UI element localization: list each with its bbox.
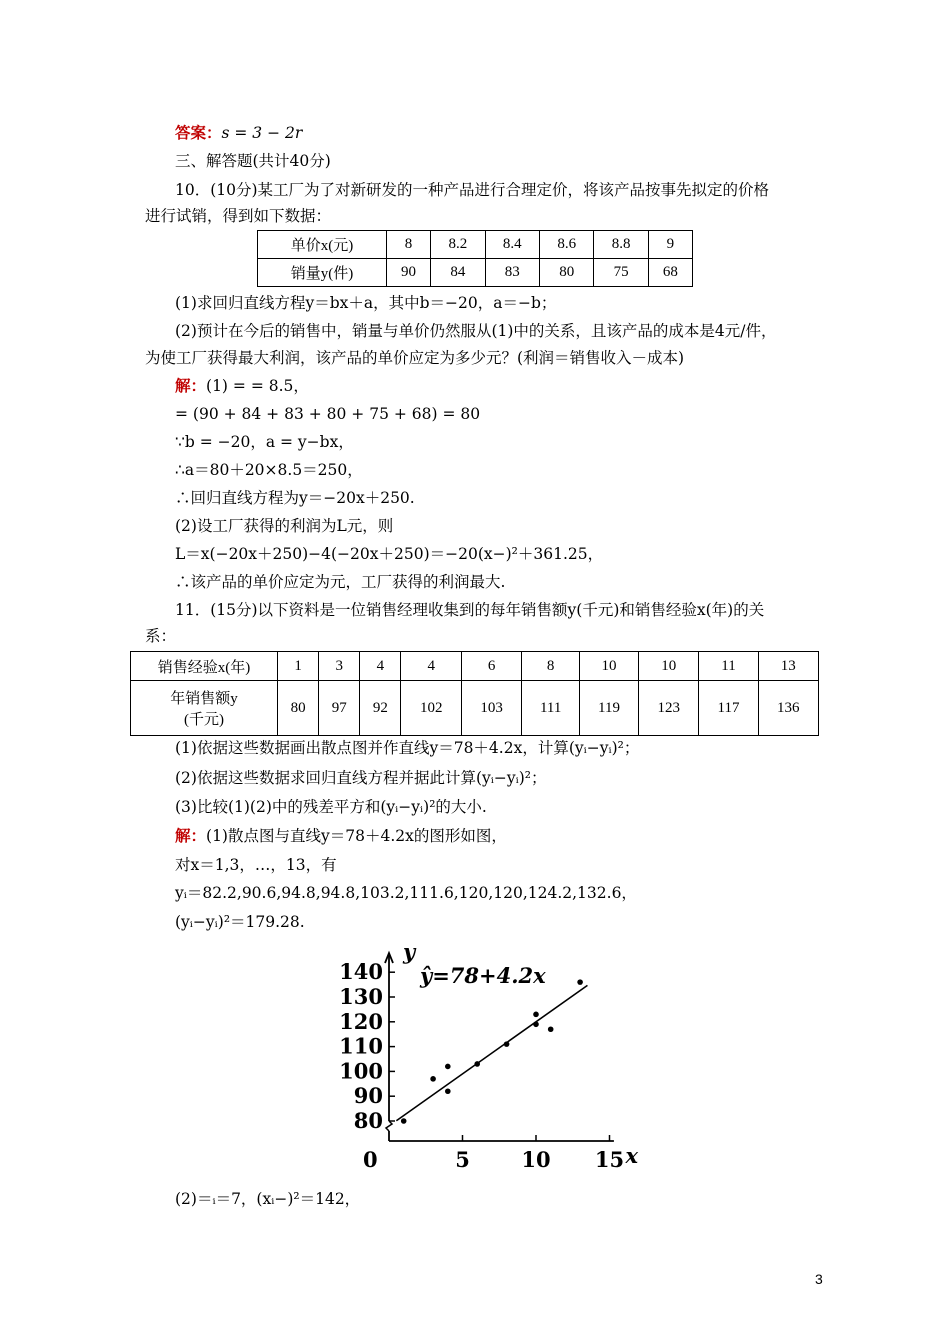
scatter-point	[504, 1041, 510, 1047]
table-cell: 9	[648, 231, 692, 259]
table-row	[258, 259, 693, 287]
q11-solution-2: 对x＝1,3，…，13，有	[175, 856, 337, 874]
q10-part1: (1)求回归直线方程y＝bx＋a，其中b＝−20，a＝−b；	[175, 294, 557, 312]
table-cell: 4	[401, 652, 461, 681]
table-cell	[131, 681, 278, 736]
y-tick-label: 100	[339, 1058, 383, 1084]
x-tick-label: 10	[521, 1147, 551, 1172]
answer-label: 答案：	[175, 123, 222, 142]
q11-part2: (2)依据这些数据求回归直线方程并据此计算(yᵢ−yᵢ)²；	[175, 769, 547, 787]
table-cell: 83	[485, 259, 539, 287]
table-cell: 8.6	[539, 231, 593, 259]
table-cell: 8	[522, 652, 580, 681]
x-tick-label: 15	[594, 1147, 625, 1172]
table-cell: 3	[319, 652, 360, 681]
table-cell: 80	[539, 259, 593, 287]
y-tick-label: 110	[339, 1033, 383, 1059]
x-tick-label: 0	[363, 1147, 378, 1172]
answer-line	[175, 123, 302, 143]
regression-equation-label: ŷ=78+4.2x	[420, 963, 546, 988]
solution-label: 解：	[175, 826, 207, 845]
solution-text: (1)散点图与直线y＝78＋4.2x的图形如图，	[206, 827, 507, 845]
table-cell: 4	[360, 652, 401, 681]
table-cell: 8.4	[485, 231, 539, 259]
y-tick-label: 120	[339, 1008, 383, 1034]
table-row	[258, 231, 693, 259]
section-heading: 三、解答题(共计40分)	[175, 152, 331, 170]
q10-line2: 进行试销，得到如下数据：	[145, 207, 332, 225]
q11-part3: (3)比较(1)(2)中的残差平方和(yᵢ−yᵢ)²的大小.	[175, 798, 487, 816]
q11-part1: (1)依据这些数据画出散点图并作直线y＝78＋4.2x，计算(yᵢ−yᵢ)²；	[175, 739, 640, 757]
table-row	[131, 652, 819, 681]
price-sales-table	[257, 230, 693, 287]
q10-part2a: (2)预计在今后的销售中，销量与单价仍然服从(1)中的关系，且该产品的成本是4元/件，	[175, 322, 777, 340]
scatter-point	[445, 1064, 451, 1070]
scatter-point	[401, 1118, 407, 1124]
q10-part2b: 为使工厂获得最大利润，该产品的单价应定为多少元？(利润＝销售收入－成本)	[145, 349, 685, 367]
table-cell: 8.2	[431, 231, 485, 259]
chart-marks	[396, 979, 587, 1123]
table-cell: 8	[387, 231, 431, 259]
q11-line2: 系：	[145, 627, 177, 645]
table-row	[131, 681, 819, 736]
table-cell: 84	[431, 259, 485, 287]
table-cell: 销售经验x(年)	[131, 652, 278, 681]
table-cell: 68	[648, 259, 692, 287]
table-cell: 97	[319, 681, 360, 736]
table-cell: 8.8	[594, 231, 648, 259]
table-cell: 75	[594, 259, 648, 287]
y-axis-label: y	[403, 939, 416, 964]
table-cell: 10	[639, 652, 699, 681]
scatter-point	[430, 1076, 436, 1082]
q10-solution-7: L＝x(−20x＋250)−4(−20x＋250)＝−20(x−)²＋361.25，	[175, 545, 604, 563]
scatter-point	[548, 1026, 554, 1032]
experience-sales-table	[130, 651, 819, 736]
q10-solution-8: ∴该产品的单价应定为元，工厂获得的利润最大.	[175, 573, 506, 591]
table-cell: 1	[278, 652, 319, 681]
table-cell: 103	[461, 681, 521, 736]
solution-label: 解：	[175, 376, 207, 395]
scatter-point	[474, 1061, 480, 1067]
table-cell: 11	[699, 652, 758, 681]
q10-solution-4: ∴a＝80＋20×8.5＝250，	[175, 461, 363, 479]
q11-line1: 11．(15分)以下资料是一位销售经理收集到的每年销售额y(千元)和销售经验x(年)的关	[175, 601, 765, 619]
q10-solution-6: (2)设工厂获得的利润为L元，则	[175, 517, 394, 535]
table-cell: 销量y(件)	[258, 259, 387, 287]
q11-solution-5: (2)＝ᵢ＝7，(xᵢ−)²＝142，	[175, 1190, 361, 1208]
answer-text: s = 3 − 2r	[221, 124, 303, 142]
y-tick-label: 130	[339, 984, 383, 1009]
table-cell: 单价x(元)	[258, 231, 387, 259]
table-cell: 92	[360, 681, 401, 736]
q10-solution-5: ∴回归直线方程为y＝−20x＋250.	[175, 489, 415, 507]
q10-line1: 10．(10分)某工厂为了对新研发的一种产品进行合理定价，将该产品按事先拟定的价格	[175, 181, 770, 199]
y-tick-label: 140	[339, 959, 383, 985]
table-cell: 123	[639, 681, 699, 736]
table-cell: 111	[522, 681, 580, 736]
table-cell: 117	[699, 681, 758, 736]
q10-solution-2: = (90 + 84 + 83 + 80 + 75 + 68) = 80	[175, 405, 481, 423]
table-cell: 6	[461, 652, 521, 681]
axis-break-mark	[386, 1121, 392, 1131]
scatter-chart	[330, 935, 660, 1175]
q11-solution-4: (yᵢ−yᵢ)²＝179.28.	[175, 913, 305, 931]
row-label-b: (千元)	[184, 712, 224, 728]
y-tick-label: 90	[353, 1083, 383, 1109]
regression-line	[396, 985, 587, 1120]
table-cell: 10	[579, 652, 638, 681]
row-label-a: 年销售额y	[170, 691, 238, 707]
table-cell: 90	[387, 259, 431, 287]
q11-solution-1	[175, 826, 507, 846]
scatter-point	[533, 1021, 539, 1027]
table-cell: 136	[758, 681, 818, 736]
q11-solution-3: yᵢ＝82.2,90.6,94.8,94.8,103.2,111.6,120,120,124.2,132.6，	[175, 884, 637, 902]
page-number: 3	[815, 1271, 823, 1287]
x-tick-label: 5	[455, 1147, 470, 1172]
solution-text: (1) = = 8.5，	[206, 377, 309, 395]
q10-solution-3: ∵b = −20，a = y−bx，	[175, 433, 354, 451]
scatter-point	[445, 1088, 451, 1094]
scatter-point	[533, 1012, 539, 1018]
q10-solution-1	[175, 376, 309, 396]
table-cell: 102	[401, 681, 461, 736]
table-cell: 13	[758, 652, 818, 681]
y-tick-label: 80	[353, 1108, 383, 1133]
scatter-point	[577, 979, 583, 985]
table-cell: 80	[278, 681, 319, 736]
x-axis-label: x	[625, 1143, 639, 1168]
table-cell: 119	[579, 681, 638, 736]
